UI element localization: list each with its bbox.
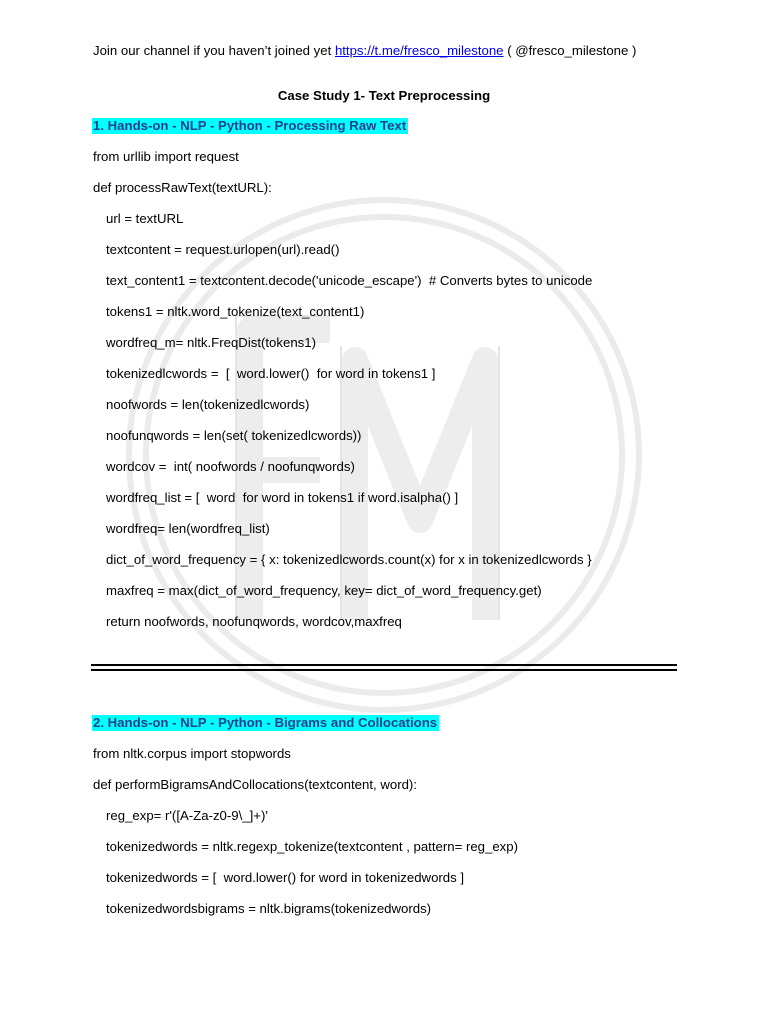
section-1-code-line: noofunqwords = len(set( tokenizedlcwords)) xyxy=(106,428,362,443)
section-2-def-line: def performBigramsAndCollocations(textcontent, word): xyxy=(93,777,417,792)
section-1-code-line: wordfreq= len(wordfreq_list) xyxy=(106,521,270,536)
section-1-code-line: tokenizedlcwords = [ word.lower() for word in tokens1 ] xyxy=(106,366,436,381)
section-1-code-line: return noofwords, noofunqwords, wordcov,maxfreq xyxy=(106,614,402,629)
section-divider-bottom-rule xyxy=(91,669,677,671)
section-2-code-line: tokenizedwords = [ word.lower() for word in tokenizedwords ] xyxy=(106,870,465,885)
section-1-heading: 1. Hands-on - NLP - Python - Processing Raw Text xyxy=(93,118,407,133)
section-2-code-line: reg_exp= r'([A-Za-z0-9\_]+)' xyxy=(106,808,268,823)
section-1-code-line: url = textURL xyxy=(106,211,184,226)
section-2-code-line: tokenizedwords = nltk.regexp_tokenize(textcontent , pattern= reg_exp) xyxy=(106,839,518,854)
section-2-heading: 2. Hands-on - NLP - Python - Bigrams and Collocations xyxy=(93,715,438,730)
telegram-channel-link[interactable]: https://t.me/fresco_milestone xyxy=(334,43,504,58)
page-title: Case Study 1- Text Preprocessing xyxy=(277,88,491,103)
section-1-code-line: noofwords = len(tokenizedlcwords) xyxy=(106,397,310,412)
channel-invite-prefix: Join our channel if you haven’t joined yet xyxy=(93,43,335,58)
section-2-code-line: tokenizedwordsbigrams = nltk.bigrams(tokenizedwords) xyxy=(106,901,432,916)
section-2-import-line: from nltk.corpus import stopwords xyxy=(93,746,291,761)
section-1-code-line: textcontent = request.urlopen(url).read() xyxy=(106,242,340,257)
section-1-def-line: def processRawText(textURL): xyxy=(93,180,272,195)
section-1-code-line: wordfreq_list = [ word for word in tokens1 if word.isalpha() ] xyxy=(106,490,459,505)
section-1-code-line: maxfreq = max(dict_of_word_frequency, key= dict_of_word_frequency.get) xyxy=(106,583,542,598)
section-1-code-line: tokens1 = nltk.word_tokenize(text_content1) xyxy=(106,304,365,319)
channel-handle-text: ( @fresco_milestone ) xyxy=(503,43,637,58)
section-1-import-line: from urllib import request xyxy=(93,149,239,164)
section-divider-top-rule xyxy=(91,664,677,666)
section-1-code-line: dict_of_word_frequency = { x: tokenizedlcwords.count(x) for x in tokenizedlcwords } xyxy=(106,552,592,567)
section-1-code-line: wordcov = int( noofwords / noofunqwords) xyxy=(106,459,355,474)
channel-invite-line xyxy=(93,43,636,59)
section-1-code-line: text_content1 = textcontent.decode('unicode_escape') # Converts bytes to unicode xyxy=(106,273,593,288)
section-1-code-line: wordfreq_m= nltk.FreqDist(tokens1) xyxy=(106,335,316,350)
